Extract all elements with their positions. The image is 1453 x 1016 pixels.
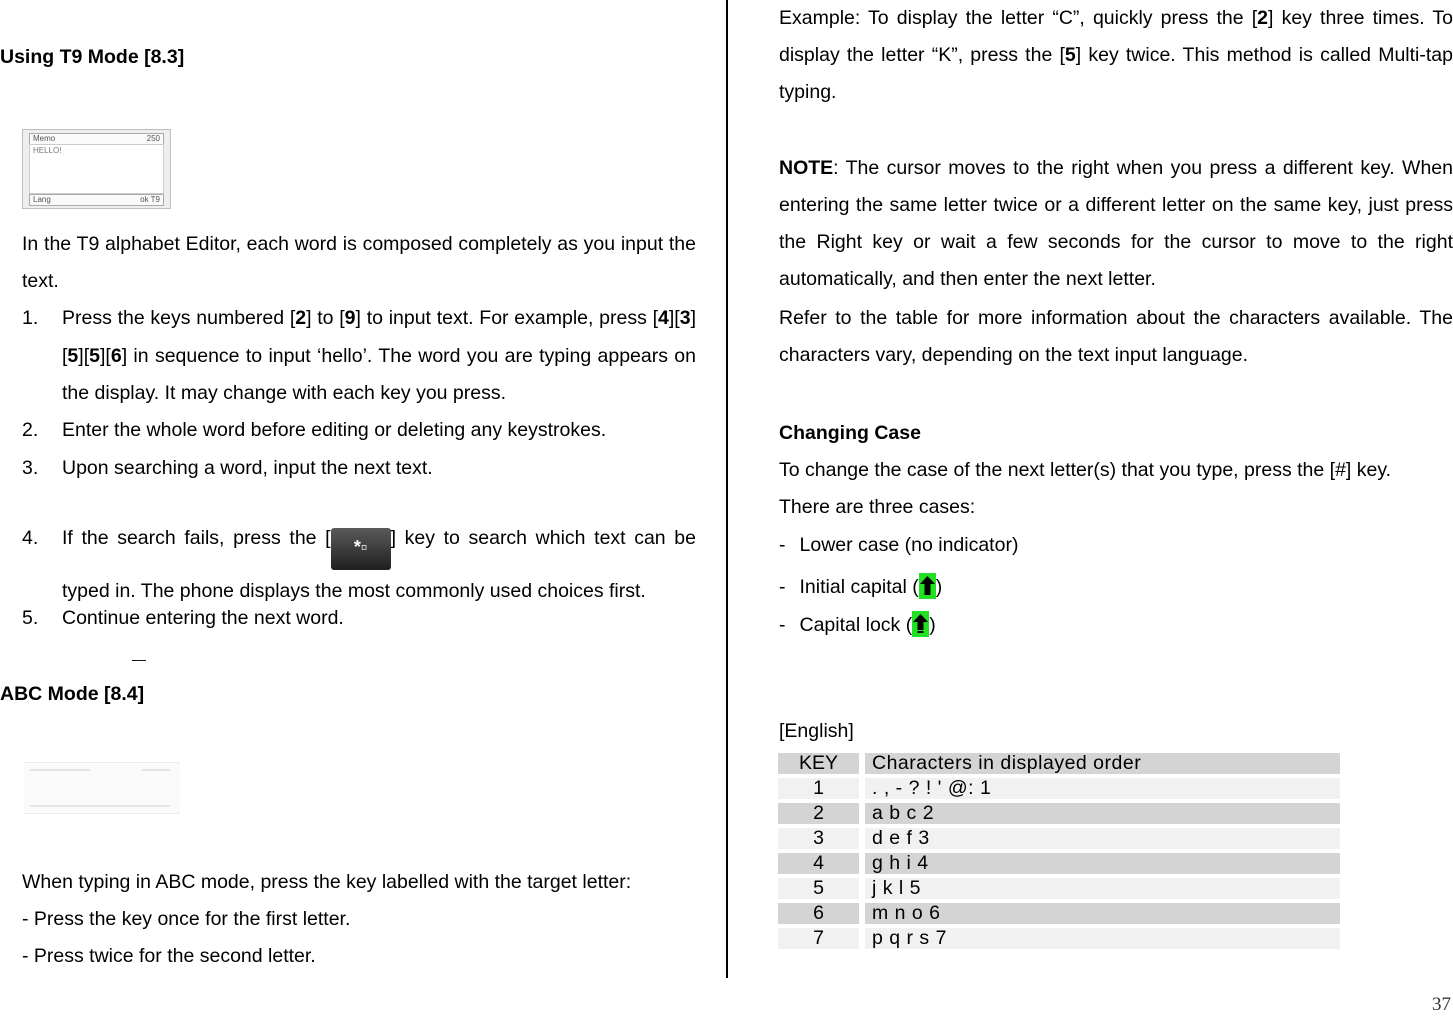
- t9-step-4: [22, 517, 696, 613]
- phone-screen-body: HELLO!: [29, 144, 164, 194]
- phone-screen-footer-left: Lang: [33, 195, 51, 204]
- table-cell-key: 3: [778, 828, 859, 849]
- t9-step-5: [22, 600, 696, 638]
- t9-heading: Using T9 Mode [8.3]: [0, 46, 185, 68]
- t9-phone-screen-image: [22, 129, 171, 209]
- phone-screen-counter: 250: [146, 134, 160, 143]
- phone-screen-footer-right: ok T9: [140, 195, 160, 204]
- refer-paragraph: Refer to the table for more information about the characters available. The characters vary, depending on the text input language.: [779, 307, 1453, 366]
- table-cell-chars: . , - ? ! ' @: 1: [865, 778, 1340, 799]
- table-cell-key: 2: [778, 803, 859, 824]
- step-number: 3.: [22, 457, 39, 479]
- table-row: [778, 903, 1340, 924]
- multitap-example: Example: To display the letter “C”, quickly press the [2] key three times. To display the letter “K”, press the [5] key twice. This method is called Multi-tap typing.: [779, 7, 1453, 103]
- step-text: Enter the whole word before editing or deleting any keystrokes.: [62, 419, 607, 441]
- step-number: 4.: [22, 527, 39, 549]
- table-row: [778, 878, 1340, 899]
- page-number: 37: [1432, 994, 1451, 1015]
- table-header-key: KEY: [778, 753, 859, 774]
- table-row: [778, 803, 1340, 824]
- table-caption: [English]: [779, 720, 854, 742]
- step-number: 5.: [22, 607, 39, 629]
- step-number: 2.: [22, 419, 39, 441]
- stray-mark: —: [132, 651, 146, 667]
- table-row: [778, 828, 1340, 849]
- phone-screen-footer: [29, 194, 164, 206]
- t9-step-3: [22, 450, 696, 488]
- case-capital-lock: - Capital lock ( ): [779, 611, 936, 637]
- abc-line-2: - Press twice for the second letter.: [22, 945, 316, 967]
- step-number: 1.: [22, 307, 39, 329]
- abc-heading: ABC Mode [8.4]: [0, 683, 145, 705]
- step-text: Press the keys numbered [2] to [9] to input text. For example, press [4][3][5][5][6] in sequence to input ‘hello’. The word you are typing appears on the display. It may change with each key you press.: [62, 307, 696, 404]
- case-initial-capital: - Initial capital ( ): [779, 573, 942, 599]
- column-divider: [726, 0, 728, 978]
- table-cell-key: 1: [778, 778, 859, 799]
- table-cell-chars: d e f 3: [865, 828, 1340, 849]
- abc-phone-screen-image: [24, 762, 180, 814]
- table-header-chars: Characters in displayed order: [865, 753, 1340, 774]
- table-cell-key: 4: [778, 853, 859, 874]
- table-cell-chars: p q r s 7: [865, 928, 1340, 949]
- table-row: [778, 928, 1340, 949]
- table-cell-chars: a b c 2: [865, 803, 1340, 824]
- star-key-icon: *▫: [331, 528, 391, 570]
- table-cell-chars: m n o 6: [865, 903, 1340, 924]
- note-paragraph: NOTE: The cursor moves to the right when you press a different key. When entering the same letter twice or a different letter on the same key, just press the Right key or wait a few seconds for the cursor to move to the right automatically, and then enter the next letter.: [779, 157, 1453, 290]
- english-key-table: [778, 749, 1340, 953]
- note-label: NOTE: [779, 157, 834, 179]
- table-row: [778, 778, 1340, 799]
- table-cell-key: 5: [778, 878, 859, 899]
- table-cell-chars: j k l 5: [865, 878, 1340, 899]
- case-count: There are three cases:: [779, 496, 976, 518]
- t9-step-1: [22, 300, 696, 413]
- table-cell-chars: g h i 4: [865, 853, 1340, 874]
- case-lower: - Lower case (no indicator): [779, 534, 1019, 556]
- t9-step-2: [22, 412, 696, 450]
- step-text: Upon searching a word, input the next text.: [62, 457, 433, 479]
- changing-case-heading: Changing Case: [779, 422, 921, 444]
- abc-intro: When typing in ABC mode, press the key labelled with the target letter:: [22, 871, 632, 893]
- step-text: Continue entering the next word.: [62, 607, 344, 629]
- table-header-row: [778, 753, 1340, 774]
- table-cell-key: 6: [778, 903, 859, 924]
- table-row: [778, 853, 1340, 874]
- t9-intro: In the T9 alphabet Editor, each word is composed completely as you input the text.: [22, 233, 696, 292]
- step-text: If the search fails, press the [ *▫ ] key to search which text can be typed in. The phone displays the most commonly used choices first.: [62, 527, 696, 602]
- phone-screen-title: Memo: [33, 134, 56, 143]
- initial-capital-shift-icon: [919, 573, 936, 599]
- case-intro: To change the case of the next letter(s) that you type, press the [#] key.: [779, 459, 1392, 481]
- capital-lock-shift-icon: [912, 611, 929, 637]
- table-cell-key: 7: [778, 928, 859, 949]
- abc-line-1: - Press the key once for the first letter.: [22, 908, 351, 930]
